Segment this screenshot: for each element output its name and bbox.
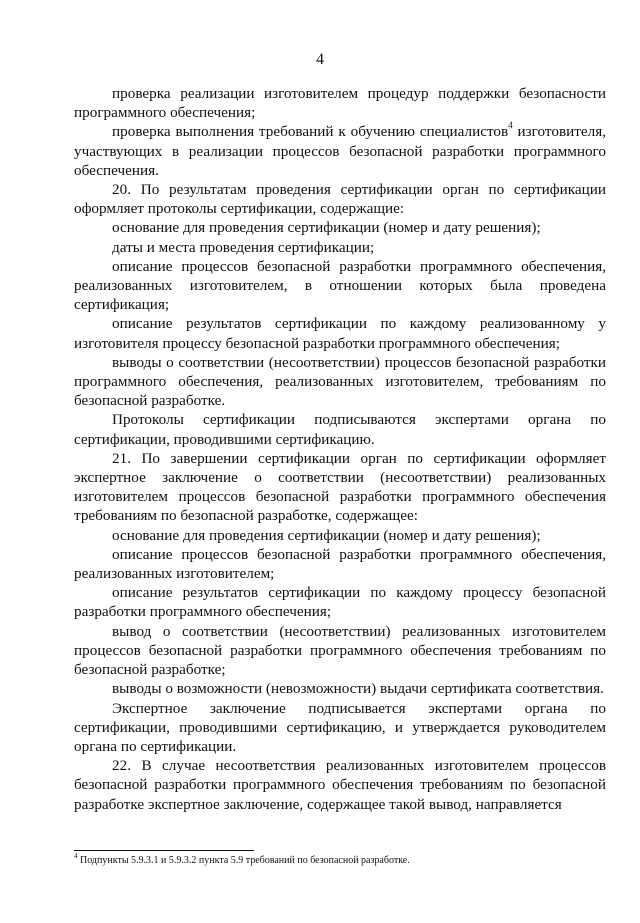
paragraph-2-text: проверка выполнения требований к обучению специалистов bbox=[112, 123, 509, 141]
paragraph-2 bbox=[74, 122, 606, 180]
paragraph-4: основание для проведения сертификации (номер и дату решения); bbox=[112, 219, 541, 237]
paragraph-12: описание процессов безопасной разработки программного обеспечения, реализованных изготовителем; bbox=[74, 545, 606, 583]
paragraph-14: вывод о соответствии (несоответствии) реализованных изготовителем процессов безопасной разработки программного обеспечения требованиям по безопасной разработке; bbox=[74, 622, 606, 679]
paragraph-17: 22. В случае несоответствия реализованных изготовителем процессов безопасной разработки программного обеспечения требованиям по безопасной разработке экспертное заключение, содержащее такой вывод, направляется bbox=[74, 757, 606, 813]
paragraph-2-tail: изготовителя, участвующих в реализации процессов безопасной разработки программного обеспечения. bbox=[74, 123, 606, 179]
paragraph-16: Экспертное заключение подписывается экспертами органа по сертификации, проводившими сертификацию, и утверждается руководителем органа по сертификации. bbox=[74, 699, 606, 755]
paragraph-15: выводы о возможности (невозможности) выдачи сертификата соответствия. bbox=[112, 680, 604, 698]
footnote-text: Подпункты 5.9.3.1 и 5.9.3.2 пункта 5.9 требований по безопасной разработке. bbox=[77, 855, 410, 866]
footnote-reference: 4 bbox=[508, 120, 513, 131]
paragraph-13: описание результатов сертификации по каждому процессу безопасной разработки программного обеспечения; bbox=[74, 584, 606, 621]
paragraph-5: даты и места проведения сертификации; bbox=[112, 238, 375, 256]
footnote-marker: 4 bbox=[74, 851, 78, 860]
paragraph-11: основание для проведения сертификации (номер и дату решения); bbox=[112, 526, 541, 544]
footnote-divider bbox=[74, 850, 254, 851]
paragraph-7: описание результатов сертификации по каждому реализованному у изготовителя процессу безопасной разработки программного обеспечения; bbox=[74, 315, 606, 352]
paragraph-3: 20. По результатам проведения сертификации орган по сертификации оформляет протоколы сертификации, содержащие: bbox=[74, 181, 606, 218]
paragraph-6: описание процессов безопасной разработки программного обеспечения, реализованных изготовителем, в отношении которых была проведена сертификация; bbox=[74, 257, 606, 314]
paragraph-1: проверка реализации изготовителем процедур поддержки безопасности программного обеспечения; bbox=[74, 85, 606, 122]
footnote bbox=[74, 851, 606, 867]
paragraph-10: 21. По завершении сертификации орган по сертификации оформляет экспертное заключение о соответствии (несоответствии) реализованных изготовителем процессов безопасной разработки программного обеспечения требованиям по безопасной разработке, содержащее: bbox=[74, 449, 606, 525]
page-number: 4 bbox=[316, 51, 324, 68]
paragraph-8: выводы о соответствии (несоответствии) процессов безопасной разработки программного обеспечения, реализованных изготовителем, требованиям по безопасной разработке. bbox=[74, 353, 606, 410]
paragraph-9: Протоколы сертификации подписываются экспертами органа по сертификации, проводившими сертификацию. bbox=[74, 411, 606, 448]
document-body bbox=[74, 84, 606, 814]
